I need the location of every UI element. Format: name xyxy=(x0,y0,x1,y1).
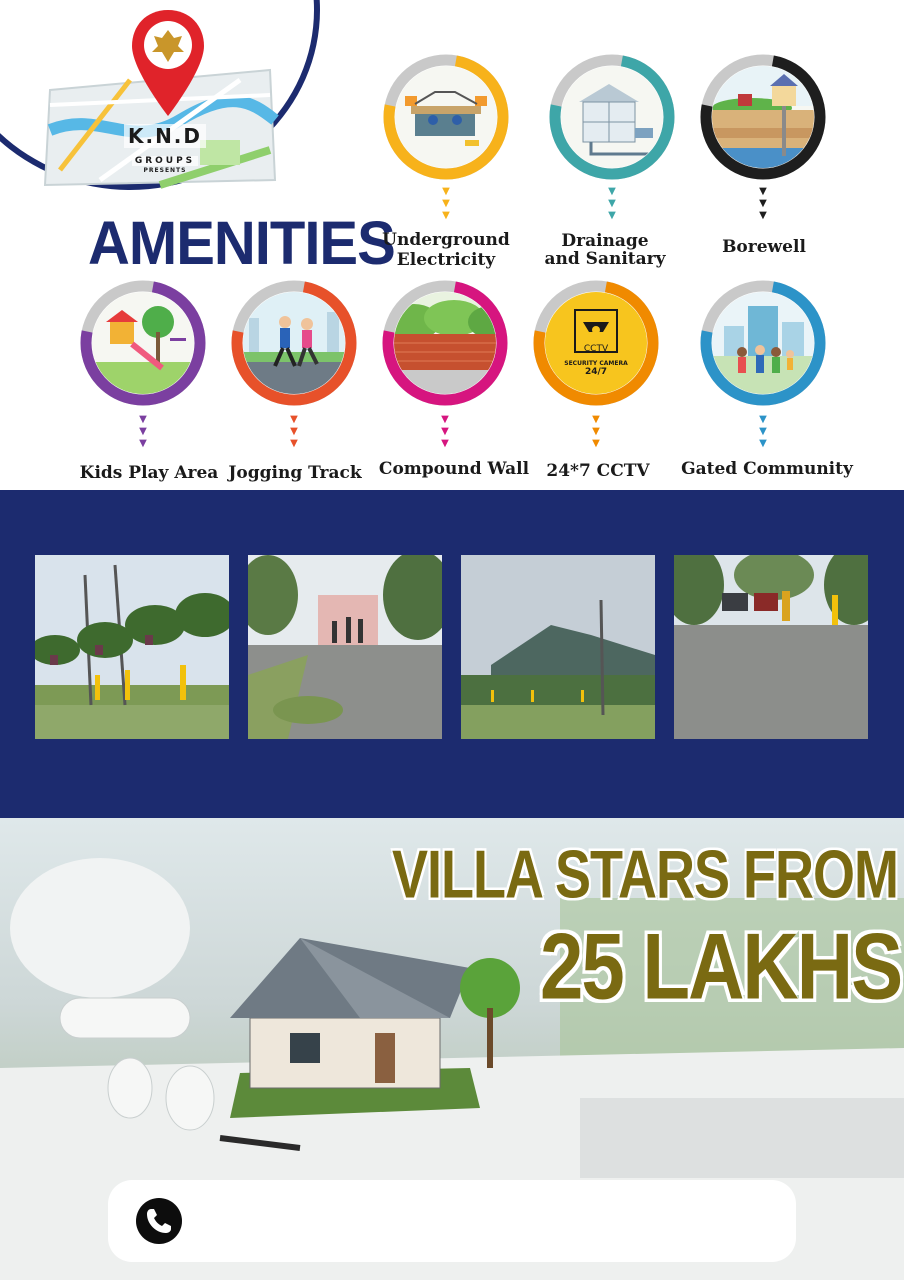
underground-electricity-icon xyxy=(395,66,497,168)
amenity-borewell xyxy=(700,54,826,180)
villa-headline: VILLA STARS FROM xyxy=(392,837,898,913)
arrow-down-icon: ▼ ▼ ▼ xyxy=(442,186,450,221)
cctv-sign-hours: 24/7 xyxy=(584,367,608,377)
page-title: AMENITIES xyxy=(88,209,395,278)
amenity-compound-wall xyxy=(382,280,508,406)
contact-bar[interactable] xyxy=(108,1180,796,1262)
playground-icon xyxy=(92,292,194,394)
brick-wall-icon xyxy=(394,292,496,394)
cctv-camera-icon xyxy=(545,292,647,394)
arrow-down-icon: ▼ ▼ ▼ xyxy=(759,186,767,221)
arrow-down-icon: ▼ ▼ ▼ xyxy=(139,414,147,449)
arrow-down-icon: ▼ ▼ ▼ xyxy=(441,414,449,449)
brand-logo xyxy=(100,124,230,174)
arrow-down-icon: ▼ ▼ ▼ xyxy=(592,414,600,449)
community-people-icon xyxy=(712,292,814,394)
amenity-gated-community xyxy=(700,280,826,406)
brand-name: K.N.D xyxy=(124,124,206,148)
arrow-down-icon: ▼ ▼ ▼ xyxy=(290,414,298,449)
cctv-sign-sub: SECURITY CAMERA xyxy=(564,360,628,367)
amenity-jogging-track xyxy=(231,280,357,406)
amenity-drainage-sanitary xyxy=(549,54,675,180)
site-photo-road-palms xyxy=(35,555,229,739)
joggers-icon xyxy=(243,292,345,394)
arrow-down-icon: ▼ ▼ ▼ xyxy=(608,186,616,221)
amenity-label: Underground Electricity xyxy=(382,230,510,270)
amenity-kids-play-area xyxy=(80,280,206,406)
cctv-sign-text: CCTV xyxy=(583,344,609,354)
arrow-down-icon: ▼ ▼ ▼ xyxy=(759,414,767,449)
brand-groups: GROUPS xyxy=(132,156,198,166)
location-pin-icon xyxy=(130,8,206,118)
amenity-label: Drainage and Sanitary xyxy=(544,231,666,269)
site-photo-road-people xyxy=(248,555,442,739)
amenity-label: Compound Wall xyxy=(378,459,530,479)
phone-icon[interactable] xyxy=(136,1198,182,1244)
amenity-label: Borewell xyxy=(722,237,806,257)
amenity-label: Kids Play Area xyxy=(79,463,219,483)
site-photo-road-cars xyxy=(674,555,868,739)
amenity-label: Gated Community xyxy=(681,459,853,479)
amenity-cctv xyxy=(533,280,659,406)
site-photo-hill-view xyxy=(461,555,655,739)
amenity-label: Jogging Track xyxy=(228,463,362,483)
villa-price: 25 LAKHS xyxy=(540,913,902,1019)
amenity-label: 24*7 CCTV xyxy=(546,461,650,481)
borewell-icon xyxy=(712,66,814,168)
brand-presents: PRESENTS xyxy=(143,167,187,174)
drainage-house-icon xyxy=(561,66,663,168)
amenity-underground-electricity xyxy=(383,54,509,180)
